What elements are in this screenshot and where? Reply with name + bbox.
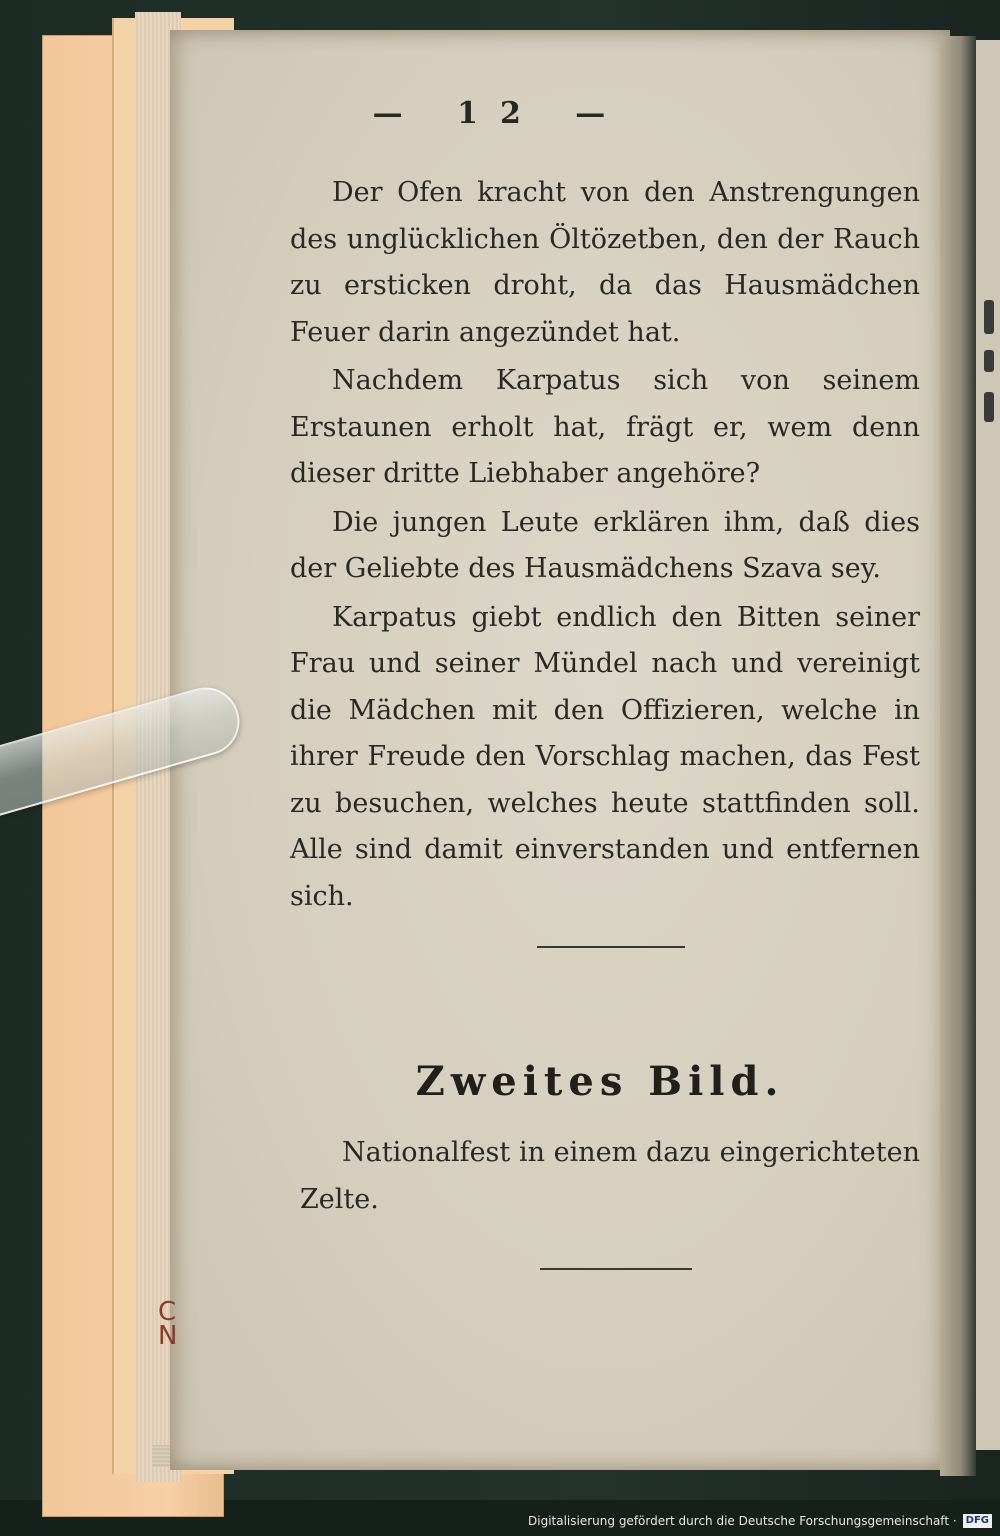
facing-page-mark bbox=[984, 392, 994, 422]
digitization-credit bbox=[528, 1510, 992, 1532]
facing-page-fragment bbox=[976, 40, 1000, 1450]
body-text bbox=[290, 170, 920, 920]
section-divider bbox=[537, 946, 685, 948]
paragraph: Nachdem Karpatus sich von seinem Erstaunen erholt hat, frägt er, wem denn dieser dritte Liebhaber angehöre? bbox=[290, 365, 920, 489]
dfg-logo: DFG bbox=[963, 1514, 992, 1528]
facing-page-mark bbox=[984, 300, 994, 334]
paragraph: Die jungen Leute erklären ihm, daß dies der Geliebte des Hausmädchens Szava sey. bbox=[290, 506, 920, 584]
end-divider bbox=[540, 1268, 692, 1270]
scene-description bbox=[300, 1130, 920, 1223]
page-gutter-shadow bbox=[940, 36, 976, 1476]
paragraph: Der Ofen kracht von den Anstrengungen des unglücklichen Öltözetben, den der Rauch zu ersticken droht, da das Hausmädchen Feuer darin angezündet hat. bbox=[290, 177, 920, 348]
credit-text: Digitalisierung gefördert durch die Deutsche Forschungsgemeinschaft · bbox=[528, 1514, 957, 1528]
library-stamp-fragment: C N bbox=[158, 1297, 178, 1351]
scene-setting: Nationalfest in einem dazu eingerichteten Zelte. bbox=[300, 1137, 920, 1215]
facing-page-mark bbox=[984, 350, 994, 372]
page-number: — 12 — bbox=[372, 96, 628, 131]
paragraph: Karpatus giebt endlich den Bitten seiner Frau und seiner Mündel nach und vereinigt die Mädchen mit den Offizieren, welche in ihrer Freude den Vorschlag machen, das Fest zu besuchen, welches heute stattfinden soll. Alle sind damit einverstanden und entfernen sich. bbox=[290, 601, 920, 912]
section-heading: Zweites Bild. bbox=[415, 1058, 785, 1105]
